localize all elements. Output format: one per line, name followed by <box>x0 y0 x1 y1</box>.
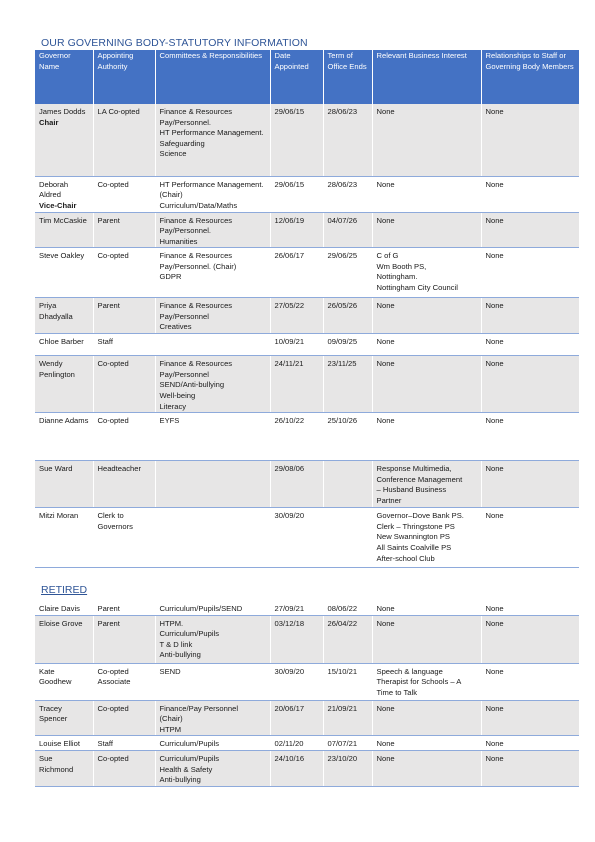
governor-name: Eloise Grove <box>39 618 83 628</box>
governor-name: Deborah Aldred <box>39 179 69 200</box>
date-appointed: 24/10/16 <box>270 750 323 786</box>
business-interest <box>372 212 481 248</box>
committees-line: HT Performance Management. <box>159 128 264 138</box>
committees <box>155 615 270 663</box>
governor-name-cell <box>35 750 93 786</box>
table-row <box>35 663 579 700</box>
business-interest-line: None <box>376 416 395 426</box>
date-appointed: 30/09/20 <box>270 663 323 700</box>
relationships: None <box>481 334 579 356</box>
appointing-authority: Co-opted <box>93 413 155 461</box>
governor-name-cell <box>35 508 93 568</box>
relationships: None <box>481 700 579 736</box>
committees-line: Pay/Personnel. <box>159 226 211 236</box>
committees-line: Finance & Resources <box>159 107 233 116</box>
page-title: OUR GOVERNING BODY-STATUTORY INFORMATION <box>41 37 308 49</box>
table-row <box>35 176 579 212</box>
governor-name: Steve Oakley <box>39 251 85 261</box>
business-interest-line: Response Multimedia, <box>376 464 452 474</box>
committees-line: Curriculum/Pupils/SEND <box>159 604 243 613</box>
committees-line: Pay/Personnel. <box>159 117 211 127</box>
governor-name: Mitzi Moran <box>39 511 79 521</box>
business-interest-line: None <box>376 179 395 189</box>
term-ends: 07/07/21 <box>323 736 372 751</box>
header-relationships: Relationships to Staff or Governing Body Members <box>481 50 579 104</box>
relationships: None <box>481 176 579 212</box>
term-ends: 28/06/23 <box>323 104 372 176</box>
business-interest <box>372 736 481 751</box>
relationships: None <box>481 356 579 413</box>
term-ends: 23/11/25 <box>323 356 372 413</box>
committees <box>155 212 270 248</box>
business-interest-line: Conference Management <box>376 474 463 484</box>
committees <box>155 298 270 334</box>
committees <box>155 663 270 700</box>
governor-name-cell <box>35 615 93 663</box>
table-header-row <box>35 50 579 104</box>
relationships: None <box>481 508 579 568</box>
business-interest <box>372 615 481 663</box>
term-ends: 04/07/26 <box>323 212 372 248</box>
committees-line: Pay/Personnel <box>159 369 209 379</box>
term-ends: 29/06/25 <box>323 248 372 298</box>
governor-name: Priya Dhadyalla <box>39 301 73 321</box>
table-row <box>35 248 579 298</box>
business-interest <box>372 700 481 736</box>
committees-line: Finance & Resources <box>159 301 233 311</box>
table-row <box>35 461 579 508</box>
committees-line: EYFS <box>159 416 180 426</box>
committees-line: GDPR <box>159 272 182 282</box>
governor-name: Dianne Adams <box>39 416 89 426</box>
committees <box>155 176 270 212</box>
business-interest-line: – Husband Business <box>376 485 447 495</box>
committees-line: Health & Safety <box>159 764 213 774</box>
governor-name: Chloe Barber <box>39 337 84 347</box>
header-term-ends: Term of Office Ends <box>323 50 372 104</box>
governor-role: Chair <box>39 117 59 127</box>
table-row <box>35 601 579 615</box>
committees-line: Safeguarding <box>159 138 205 148</box>
committees-line: Finance & Resources <box>159 359 233 369</box>
relationships: None <box>481 461 579 508</box>
appointing-authority: Clerk to Governors <box>93 508 155 568</box>
committees-line: Anti-bullying <box>159 775 201 785</box>
committees <box>155 601 270 615</box>
date-appointed: 29/06/15 <box>270 176 323 212</box>
committees <box>155 104 270 176</box>
business-interest-line: None <box>376 703 395 713</box>
term-ends: 09/09/25 <box>323 334 372 356</box>
header-business-interest: Relevant Business Interest <box>372 50 481 104</box>
appointing-authority: LA Co-opted <box>93 104 155 176</box>
governor-name: Claire Davis <box>39 604 80 613</box>
governor-name: Wendy Penlington <box>39 359 75 379</box>
date-appointed: 29/06/15 <box>270 104 323 176</box>
header-date-appointed: Date Appointed <box>270 50 323 104</box>
business-interest-line: Speech & language <box>376 666 443 676</box>
committees-line: Curriculum/Pupils <box>159 629 220 639</box>
committees-line: Science <box>159 149 187 159</box>
governor-name-cell <box>35 736 93 751</box>
appointing-authority: Parent <box>93 615 155 663</box>
committees-line: Curriculum/Data/Maths <box>159 200 238 210</box>
committees-line: HTPM. <box>159 618 184 628</box>
term-ends: 26/04/22 <box>323 615 372 663</box>
table-row <box>35 736 579 751</box>
date-appointed: 26/06/17 <box>270 248 323 298</box>
governor-name-cell <box>35 176 93 212</box>
committees-line: (Chair) <box>159 714 183 724</box>
business-interest-line: Nottingham City Council <box>376 283 458 293</box>
date-appointed: 10/09/21 <box>270 334 323 356</box>
appointing-authority: Parent <box>93 601 155 615</box>
header-appointing-authority: Appointing Authority <box>93 50 155 104</box>
governor-role: Vice-Chair <box>39 200 77 210</box>
date-appointed: 26/10/22 <box>270 413 323 461</box>
governor-name-cell <box>35 298 93 334</box>
committees <box>155 334 270 356</box>
appointing-authority: Co-opted <box>93 750 155 786</box>
table-row <box>35 298 579 334</box>
table-row <box>35 700 579 736</box>
governor-name: Tracey Spencer <box>39 703 68 724</box>
retired-table <box>35 601 579 787</box>
committees <box>155 700 270 736</box>
term-ends <box>323 508 372 568</box>
appointing-authority: Staff <box>93 334 155 356</box>
term-ends: 08/06/22 <box>323 601 372 615</box>
appointing-authority: Co-opted Associate <box>93 663 155 700</box>
business-interest <box>372 298 481 334</box>
term-ends: 26/05/26 <box>323 298 372 334</box>
business-interest <box>372 104 481 176</box>
committees-line: Curriculum/Pupils <box>159 753 220 763</box>
term-ends <box>323 461 372 508</box>
committees <box>155 461 270 508</box>
governors-table-body <box>35 104 579 568</box>
committees-line: Pay/Personnel <box>159 311 209 321</box>
term-ends: 28/06/23 <box>323 176 372 212</box>
table-row <box>35 413 579 461</box>
business-interest-line: None <box>376 215 395 225</box>
business-interest-line: Partner <box>376 496 402 506</box>
appointing-authority: Parent <box>93 212 155 248</box>
committees-line: Creatives <box>159 322 192 332</box>
governor-name-cell <box>35 334 93 356</box>
business-interest-line: New Swannington PS <box>376 532 450 542</box>
committees-line: Finance/Pay Personnel <box>159 703 239 713</box>
table-row <box>35 212 579 248</box>
committees <box>155 508 270 568</box>
relationships: None <box>481 615 579 663</box>
committees-line: SEND/Anti-bullying <box>159 380 225 390</box>
date-appointed: 27/09/21 <box>270 601 323 615</box>
table-row <box>35 615 579 663</box>
business-interest-line: Therapist for Schools – A <box>376 677 462 687</box>
governor-name: Tim McCaskie <box>39 215 87 225</box>
governor-name-cell <box>35 248 93 298</box>
relationships: None <box>481 750 579 786</box>
committees-line: Anti-bullying <box>159 650 201 660</box>
committees-line: Well-being <box>159 391 196 401</box>
committees <box>155 736 270 751</box>
header-governor-name: Governor Name <box>35 50 93 104</box>
committees <box>155 356 270 413</box>
date-appointed: 29/08/06 <box>270 461 323 508</box>
table-row <box>35 334 579 356</box>
appointing-authority: Co-opted <box>93 176 155 212</box>
relationships: None <box>481 601 579 615</box>
business-interest-line: All Saints Coalville PS <box>376 543 452 553</box>
business-interest-line: None <box>376 359 395 369</box>
appointing-authority: Co-opted <box>93 248 155 298</box>
business-interest <box>372 356 481 413</box>
committees <box>155 413 270 461</box>
business-interest <box>372 176 481 212</box>
business-interest-line: After-school Club <box>376 553 435 563</box>
committees-line: Finance & Resources <box>159 251 233 261</box>
governor-name-cell <box>35 356 93 413</box>
term-ends: 21/09/21 <box>323 700 372 736</box>
date-appointed: 24/11/21 <box>270 356 323 413</box>
governor-name: Sue Richmond <box>39 753 74 774</box>
committees-line: HTPM <box>159 724 182 734</box>
governor-name-cell <box>35 212 93 248</box>
appointing-authority: Co-opted <box>93 356 155 413</box>
relationships: None <box>481 104 579 176</box>
relationships: None <box>481 663 579 700</box>
governor-name: Kate Goodhew <box>39 666 72 687</box>
appointing-authority: Headteacher <box>93 461 155 508</box>
committees-line: SEND <box>159 666 181 676</box>
governor-name: Sue Ward <box>39 464 73 474</box>
table-row <box>35 356 579 413</box>
committees-line: Humanities <box>159 236 198 246</box>
governor-name: Louise Elliot <box>39 739 80 749</box>
date-appointed: 02/11/20 <box>270 736 323 751</box>
appointing-authority: Co-opted <box>93 700 155 736</box>
governor-name: James Dodds <box>39 107 86 116</box>
business-interest-line: None <box>376 739 395 749</box>
business-interest-line: None <box>376 301 395 311</box>
committees-line: Curriculum/Pupils <box>159 739 220 749</box>
governor-name-cell <box>35 663 93 700</box>
relationships: None <box>481 298 579 334</box>
governors-table <box>35 50 579 568</box>
governor-name-cell <box>35 700 93 736</box>
business-interest-line: Clerk – Thringstone PS <box>376 521 455 531</box>
committees <box>155 248 270 298</box>
date-appointed: 03/12/18 <box>270 615 323 663</box>
table-row <box>35 750 579 786</box>
committees-line: Pay/Personnel. (Chair) <box>159 261 237 271</box>
business-interest-line: None <box>376 753 395 763</box>
date-appointed: 30/09/20 <box>270 508 323 568</box>
date-appointed: 27/05/22 <box>270 298 323 334</box>
committees-line: Finance & Resources <box>159 215 233 225</box>
header-committees: Committees & Responsibilities <box>155 50 270 104</box>
committees-line: HT Performance Management. (Chair) <box>159 179 264 200</box>
appointing-authority: Staff <box>93 736 155 751</box>
appointing-authority: Parent <box>93 298 155 334</box>
date-appointed: 12/06/19 <box>270 212 323 248</box>
governor-name-cell <box>35 461 93 508</box>
business-interest-line: None <box>376 337 395 347</box>
term-ends: 25/10/26 <box>323 413 372 461</box>
business-interest-line: None <box>376 618 395 628</box>
committees-line: T & D link <box>159 639 193 649</box>
table-row <box>35 104 579 176</box>
business-interest-line: Nottingham. <box>376 272 418 282</box>
governor-name-cell <box>35 104 93 176</box>
business-interest <box>372 601 481 615</box>
governor-name-cell <box>35 601 93 615</box>
business-interest <box>372 750 481 786</box>
relationships: None <box>481 736 579 751</box>
business-interest <box>372 508 481 568</box>
relationships: None <box>481 248 579 298</box>
committees-line: Literacy <box>159 401 187 411</box>
business-interest <box>372 334 481 356</box>
business-interest-line: None <box>376 107 395 116</box>
governor-name-cell <box>35 413 93 461</box>
business-interest-line: Wm Booth PS, <box>376 261 427 271</box>
table-row <box>35 508 579 568</box>
business-interest <box>372 461 481 508</box>
business-interest-line: None <box>376 604 395 613</box>
retired-table-body <box>35 601 579 786</box>
relationships: None <box>481 212 579 248</box>
business-interest-line: Time to Talk <box>376 687 418 697</box>
retired-heading: RETIRED <box>41 584 88 596</box>
date-appointed: 20/06/17 <box>270 700 323 736</box>
term-ends: 15/10/21 <box>323 663 372 700</box>
business-interest-line: Governor–Dove Bank PS. <box>376 511 464 521</box>
relationships: None <box>481 413 579 461</box>
committees <box>155 750 270 786</box>
business-interest <box>372 413 481 461</box>
business-interest-line: C of G <box>376 251 399 261</box>
business-interest <box>372 248 481 298</box>
term-ends: 23/10/20 <box>323 750 372 786</box>
business-interest <box>372 663 481 700</box>
